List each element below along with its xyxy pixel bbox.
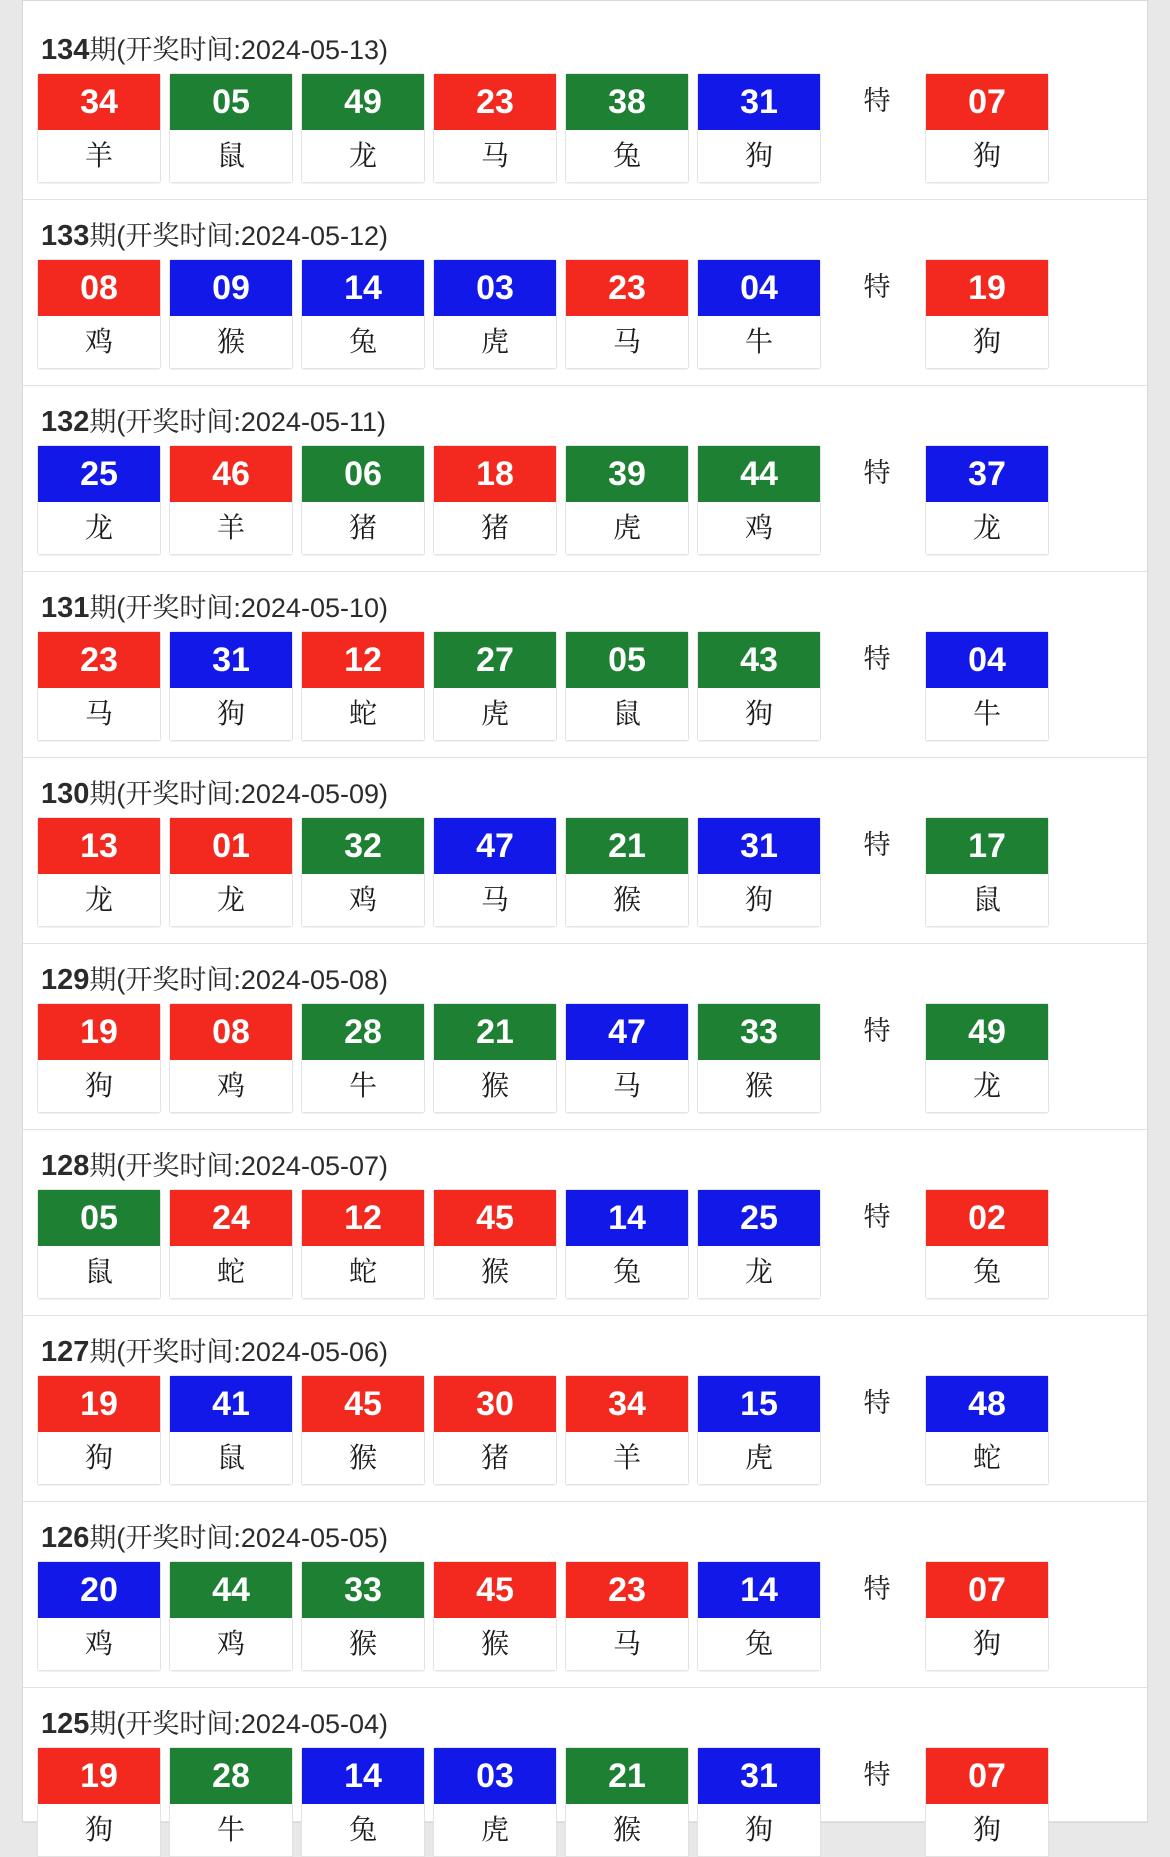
ball-zodiac: 羊: [170, 502, 292, 554]
ball-number: 21: [434, 1004, 556, 1060]
ball-zodiac: 牛: [302, 1060, 424, 1112]
normal-ball: [433, 73, 557, 183]
draw-date-text: 期(开奖时间:2024-05-08): [89, 965, 388, 995]
ball-zodiac: 马: [434, 130, 556, 182]
ball-number: 47: [434, 818, 556, 874]
normal-ball: [301, 817, 425, 927]
normal-ball: [433, 817, 557, 927]
ball-zodiac: 狗: [698, 1804, 820, 1856]
draw-issue-number: 129: [41, 964, 90, 996]
ball-number: 34: [38, 74, 160, 130]
ball-zodiac: 鼠: [170, 1432, 292, 1484]
normal-ball: [169, 1747, 293, 1857]
ball-zodiac: 兔: [566, 1246, 688, 1298]
normal-ball: [565, 259, 689, 369]
ball-number: 15: [698, 1376, 820, 1432]
ball-zodiac: 虎: [434, 316, 556, 368]
ball-number: 02: [926, 1190, 1048, 1246]
ball-number: 14: [302, 260, 424, 316]
ball-zodiac: 狗: [170, 688, 292, 740]
ball-zodiac: 猴: [434, 1618, 556, 1670]
normal-ball: [301, 1747, 425, 1857]
normal-ball: [301, 1003, 425, 1113]
normal-ball: [37, 1375, 161, 1485]
normal-ball: [433, 1189, 557, 1299]
ball-number: 32: [302, 818, 424, 874]
draw-header: [23, 944, 1147, 1003]
normal-ball: [697, 631, 821, 741]
draw-issue-number: 133: [41, 220, 90, 252]
normal-ball: [697, 1561, 821, 1671]
draw-issue-number: 128: [41, 1150, 90, 1182]
special-label: 特: [863, 1202, 891, 1232]
normal-ball: [697, 1003, 821, 1113]
draw-header: [23, 1316, 1147, 1375]
draw-results-panel: [22, 14, 1148, 1845]
ball-number: 39: [566, 446, 688, 502]
draw-header: [23, 758, 1147, 817]
ball-number: 23: [566, 260, 688, 316]
ball-zodiac: 蛇: [170, 1246, 292, 1298]
normal-ball: [37, 631, 161, 741]
ball-number: 09: [170, 260, 292, 316]
normal-ball: [565, 817, 689, 927]
balls-row: [23, 817, 1147, 943]
balls-row: [23, 631, 1147, 757]
normal-ball: [37, 259, 161, 369]
special-ball: [925, 1189, 1049, 1299]
ball-zodiac: 猪: [434, 502, 556, 554]
top-strip: [22, 0, 1148, 14]
special-ball: [925, 1561, 1049, 1671]
normal-ball: [169, 817, 293, 927]
ball-number: 08: [38, 260, 160, 316]
ball-zodiac: 龙: [302, 130, 424, 182]
ball-number: 47: [566, 1004, 688, 1060]
normal-ball: [301, 1561, 425, 1671]
normal-ball: [697, 1189, 821, 1299]
draw-header: [23, 200, 1147, 259]
ball-number: 49: [926, 1004, 1048, 1060]
ball-zodiac: 蛇: [302, 688, 424, 740]
ball-zodiac: 马: [566, 316, 688, 368]
ball-number: 31: [698, 74, 820, 130]
special-label: 特: [863, 1760, 891, 1790]
ball-zodiac: 猴: [566, 874, 688, 926]
ball-zodiac: 马: [566, 1618, 688, 1670]
normal-ball: [433, 631, 557, 741]
draw-date-text: 期(开奖时间:2024-05-09): [89, 779, 388, 809]
draw-issue-number: 131: [41, 592, 90, 624]
balls-row: [23, 1561, 1147, 1687]
normal-ball: [169, 1189, 293, 1299]
ball-zodiac: 兔: [302, 316, 424, 368]
normal-ball: [301, 1189, 425, 1299]
special-label: 特: [863, 458, 891, 488]
special-label: 特: [863, 830, 891, 860]
ball-zodiac: 猴: [302, 1432, 424, 1484]
ball-number: 24: [170, 1190, 292, 1246]
normal-ball: [169, 1375, 293, 1485]
draw-block: [23, 1688, 1147, 1845]
draw-date-text: 期(开奖时间:2024-05-07): [89, 1151, 388, 1181]
ball-zodiac: 兔: [566, 130, 688, 182]
ball-zodiac: 蛇: [302, 1246, 424, 1298]
ball-zodiac: 兔: [698, 1618, 820, 1670]
normal-ball: [565, 1747, 689, 1857]
ball-number: 34: [566, 1376, 688, 1432]
draw-date-text: 期(开奖时间:2024-05-13): [89, 35, 388, 65]
ball-number: 44: [170, 1562, 292, 1618]
draw-block: [23, 14, 1147, 200]
draw-date-text: 期(开奖时间:2024-05-06): [89, 1337, 388, 1367]
ball-zodiac: 狗: [926, 1804, 1048, 1856]
normal-ball: [37, 1561, 161, 1671]
ball-zodiac: 羊: [38, 130, 160, 182]
ball-number: 03: [434, 260, 556, 316]
ball-zodiac: 马: [566, 1060, 688, 1112]
ball-number: 07: [926, 1748, 1048, 1804]
ball-zodiac: 虎: [566, 502, 688, 554]
draw-header: [23, 1688, 1147, 1747]
normal-ball: [301, 73, 425, 183]
ball-number: 25: [38, 446, 160, 502]
normal-ball: [37, 73, 161, 183]
ball-number: 37: [926, 446, 1048, 502]
ball-zodiac: 鸡: [38, 1618, 160, 1670]
normal-ball: [565, 1189, 689, 1299]
special-ball: [925, 817, 1049, 927]
ball-number: 49: [302, 74, 424, 130]
ball-zodiac: 狗: [38, 1804, 160, 1856]
normal-ball: [697, 1747, 821, 1857]
draw-block: [23, 944, 1147, 1130]
ball-zodiac: 鸡: [302, 874, 424, 926]
draw-block: [23, 1502, 1147, 1688]
normal-ball: [301, 631, 425, 741]
normal-ball: [433, 1561, 557, 1671]
ball-number: 07: [926, 74, 1048, 130]
ball-zodiac: 鸡: [38, 316, 160, 368]
normal-ball: [565, 73, 689, 183]
ball-zodiac: 鸡: [170, 1618, 292, 1670]
normal-ball: [37, 1003, 161, 1113]
normal-ball: [433, 1747, 557, 1857]
normal-ball: [565, 1375, 689, 1485]
special-ball: [925, 73, 1049, 183]
ball-number: 25: [698, 1190, 820, 1246]
normal-ball: [697, 445, 821, 555]
balls-row: [23, 1747, 1147, 1845]
ball-zodiac: 虎: [434, 1804, 556, 1856]
special-ball: [925, 445, 1049, 555]
balls-row: [23, 1375, 1147, 1501]
ball-number: 08: [170, 1004, 292, 1060]
normal-ball: [433, 1375, 557, 1485]
draw-block: [23, 1316, 1147, 1502]
ball-number: 05: [566, 632, 688, 688]
normal-ball: [169, 445, 293, 555]
ball-number: 21: [566, 818, 688, 874]
ball-number: 41: [170, 1376, 292, 1432]
ball-zodiac: 蛇: [926, 1432, 1048, 1484]
draw-issue-number: 126: [41, 1522, 90, 1554]
ball-zodiac: 龙: [38, 874, 160, 926]
special-label: 特: [863, 272, 891, 302]
ball-zodiac: 狗: [698, 130, 820, 182]
ball-zodiac: 牛: [698, 316, 820, 368]
special-ball: [925, 259, 1049, 369]
balls-row: [23, 1189, 1147, 1315]
ball-number: 14: [566, 1190, 688, 1246]
normal-ball: [697, 73, 821, 183]
normal-ball: [169, 1561, 293, 1671]
ball-zodiac: 狗: [38, 1432, 160, 1484]
ball-zodiac: 猪: [434, 1432, 556, 1484]
ball-number: 12: [302, 1190, 424, 1246]
ball-number: 28: [302, 1004, 424, 1060]
ball-zodiac: 牛: [170, 1804, 292, 1856]
ball-zodiac: 猴: [302, 1618, 424, 1670]
normal-ball: [169, 631, 293, 741]
draw-issue-number: 132: [41, 406, 90, 438]
normal-ball: [565, 631, 689, 741]
ball-number: 19: [926, 260, 1048, 316]
ball-zodiac: 猴: [698, 1060, 820, 1112]
ball-number: 05: [38, 1190, 160, 1246]
ball-zodiac: 鼠: [170, 130, 292, 182]
ball-number: 44: [698, 446, 820, 502]
balls-row: [23, 73, 1147, 199]
ball-number: 03: [434, 1748, 556, 1804]
ball-zodiac: 龙: [698, 1246, 820, 1298]
ball-zodiac: 猴: [566, 1804, 688, 1856]
ball-zodiac: 龙: [38, 502, 160, 554]
ball-zodiac: 马: [38, 688, 160, 740]
ball-number: 43: [698, 632, 820, 688]
normal-ball: [697, 1375, 821, 1485]
draw-date-text: 期(开奖时间:2024-05-04): [89, 1709, 388, 1739]
ball-number: 23: [38, 632, 160, 688]
ball-number: 05: [170, 74, 292, 130]
ball-number: 48: [926, 1376, 1048, 1432]
normal-ball: [37, 1747, 161, 1857]
draw-list: [23, 14, 1147, 1845]
ball-zodiac: 猴: [434, 1246, 556, 1298]
special-label: 特: [863, 1016, 891, 1046]
ball-number: 31: [170, 632, 292, 688]
ball-number: 06: [302, 446, 424, 502]
ball-number: 45: [302, 1376, 424, 1432]
ball-number: 33: [302, 1562, 424, 1618]
ball-number: 13: [38, 818, 160, 874]
normal-ball: [697, 817, 821, 927]
ball-number: 19: [38, 1376, 160, 1432]
draw-block: [23, 572, 1147, 758]
special-ball: [925, 1375, 1049, 1485]
ball-number: 28: [170, 1748, 292, 1804]
ball-number: 23: [434, 74, 556, 130]
balls-row: [23, 445, 1147, 571]
draw-header: [23, 572, 1147, 631]
normal-ball: [301, 259, 425, 369]
special-label: 特: [863, 1574, 891, 1604]
draw-issue-number: 125: [41, 1708, 90, 1740]
ball-number: 45: [434, 1562, 556, 1618]
ball-number: 19: [38, 1748, 160, 1804]
normal-ball: [169, 259, 293, 369]
normal-ball: [37, 817, 161, 927]
ball-number: 20: [38, 1562, 160, 1618]
normal-ball: [565, 1561, 689, 1671]
ball-number: 27: [434, 632, 556, 688]
draw-header: [23, 386, 1147, 445]
ball-zodiac: 龙: [926, 1060, 1048, 1112]
normal-ball: [301, 1375, 425, 1485]
normal-ball: [433, 1003, 557, 1113]
ball-zodiac: 马: [434, 874, 556, 926]
normal-ball: [433, 259, 557, 369]
ball-number: 23: [566, 1562, 688, 1618]
ball-zodiac: 狗: [698, 688, 820, 740]
ball-number: 38: [566, 74, 688, 130]
normal-ball: [169, 1003, 293, 1113]
draw-issue-number: 134: [41, 34, 90, 66]
draw-block: [23, 758, 1147, 944]
special-ball: [925, 631, 1049, 741]
draw-date-text: 期(开奖时间:2024-05-11): [89, 407, 386, 437]
draw-header: [23, 14, 1147, 73]
ball-number: 30: [434, 1376, 556, 1432]
special-label: 特: [863, 644, 891, 674]
ball-zodiac: 兔: [302, 1804, 424, 1856]
draw-date-text: 期(开奖时间:2024-05-10): [89, 593, 388, 623]
normal-ball: [169, 73, 293, 183]
draw-date-text: 期(开奖时间:2024-05-12): [89, 221, 388, 251]
special-label: 特: [863, 1388, 891, 1418]
ball-number: 12: [302, 632, 424, 688]
ball-zodiac: 狗: [698, 874, 820, 926]
ball-zodiac: 鸡: [698, 502, 820, 554]
ball-zodiac: 狗: [38, 1060, 160, 1112]
ball-number: 19: [38, 1004, 160, 1060]
ball-zodiac: 虎: [434, 688, 556, 740]
special-ball: [925, 1747, 1049, 1857]
ball-number: 33: [698, 1004, 820, 1060]
ball-zodiac: 狗: [926, 1618, 1048, 1670]
ball-number: 46: [170, 446, 292, 502]
draw-header: [23, 1130, 1147, 1189]
special-ball: [925, 1003, 1049, 1113]
ball-zodiac: 猪: [302, 502, 424, 554]
normal-ball: [37, 1189, 161, 1299]
normal-ball: [565, 445, 689, 555]
balls-row: [23, 259, 1147, 385]
ball-number: 04: [926, 632, 1048, 688]
draw-block: [23, 200, 1147, 386]
normal-ball: [37, 445, 161, 555]
ball-zodiac: 牛: [926, 688, 1048, 740]
draw-block: [23, 386, 1147, 572]
ball-number: 07: [926, 1562, 1048, 1618]
ball-number: 31: [698, 1748, 820, 1804]
normal-ball: [301, 445, 425, 555]
ball-number: 45: [434, 1190, 556, 1246]
special-label: 特: [863, 86, 891, 116]
draw-block: [23, 1130, 1147, 1316]
ball-zodiac: 兔: [926, 1246, 1048, 1298]
ball-number: 31: [698, 818, 820, 874]
ball-zodiac: 狗: [926, 130, 1048, 182]
ball-zodiac: 鼠: [926, 874, 1048, 926]
ball-number: 01: [170, 818, 292, 874]
balls-row: [23, 1003, 1147, 1129]
ball-zodiac: 鼠: [38, 1246, 160, 1298]
draw-issue-number: 130: [41, 778, 90, 810]
ball-zodiac: 狗: [926, 316, 1048, 368]
ball-zodiac: 鼠: [566, 688, 688, 740]
normal-ball: [697, 259, 821, 369]
normal-ball: [433, 445, 557, 555]
draw-issue-number: 127: [41, 1336, 90, 1368]
ball-zodiac: 龙: [170, 874, 292, 926]
ball-number: 14: [698, 1562, 820, 1618]
ball-zodiac: 猴: [170, 316, 292, 368]
ball-number: 18: [434, 446, 556, 502]
ball-number: 21: [566, 1748, 688, 1804]
ball-zodiac: 羊: [566, 1432, 688, 1484]
draw-header: [23, 1502, 1147, 1561]
ball-zodiac: 龙: [926, 502, 1048, 554]
normal-ball: [565, 1003, 689, 1113]
draw-date-text: 期(开奖时间:2024-05-05): [89, 1523, 388, 1553]
ball-zodiac: 鸡: [170, 1060, 292, 1112]
ball-number: 04: [698, 260, 820, 316]
ball-number: 14: [302, 1748, 424, 1804]
ball-zodiac: 猴: [434, 1060, 556, 1112]
ball-number: 17: [926, 818, 1048, 874]
ball-zodiac: 虎: [698, 1432, 820, 1484]
